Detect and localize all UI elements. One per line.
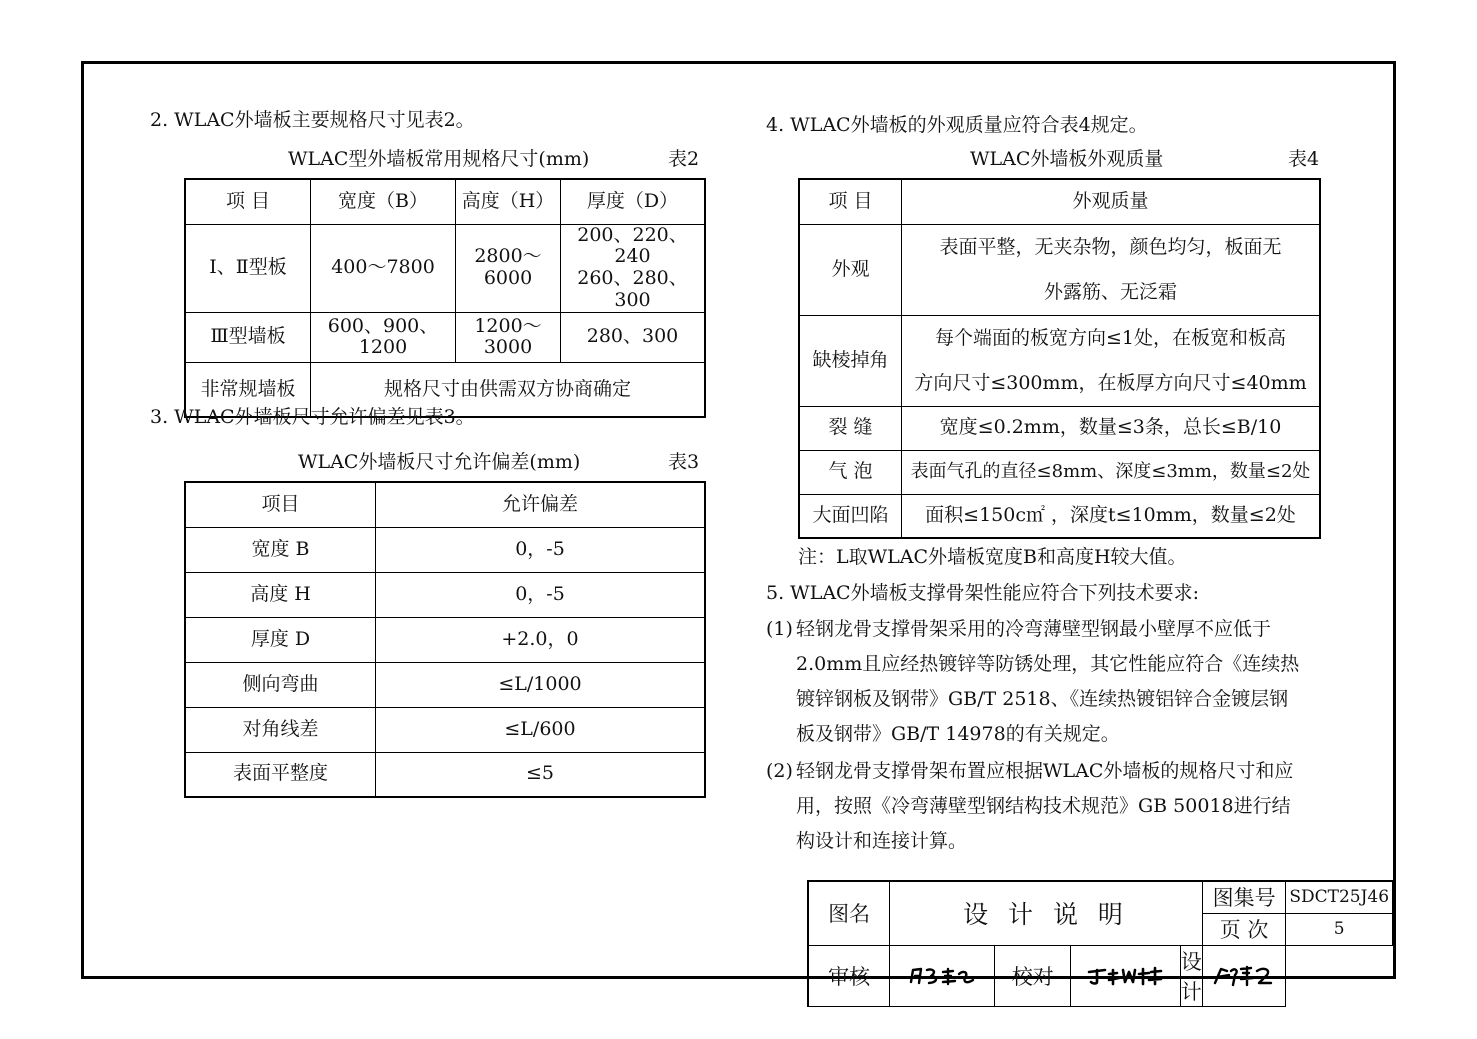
table2-header-item: 项 目 xyxy=(185,179,311,224)
table2-header-width: 宽度（B） xyxy=(311,179,456,224)
review-label: 审核 xyxy=(808,945,890,1006)
table2-cell: 600、900、1200 xyxy=(311,312,456,362)
table2-cell: 200、220、240 260、280、300 xyxy=(561,224,706,312)
item-1-line: 轻钢龙骨支撑骨架采用的冷弯薄壁型钢最小壁厚不应低于 xyxy=(796,618,1272,640)
atlas-value: SDCT25J46 xyxy=(1286,881,1393,913)
table2-cell: 规格尺寸由供需双方协商确定 xyxy=(311,362,706,417)
atlas-label: 图集号 xyxy=(1202,881,1286,913)
table3-header-item: 项目 xyxy=(185,482,376,527)
title-name-value: 设 计 说 明 xyxy=(890,881,1203,945)
page-value: 5 xyxy=(1286,913,1393,945)
section2-heading: 2. WLAC外墙板主要规格尺寸见表2。 xyxy=(150,109,475,131)
table3-cell: 高度 H xyxy=(185,572,376,617)
design-signature xyxy=(1202,945,1286,1006)
section5-heading: 5. WLAC外墙板支撑骨架性能应符合下列技术要求: xyxy=(766,582,1199,604)
page-label: 页 次 xyxy=(1202,913,1286,945)
table4-cell: 表面平整，无夹杂物，颜色均匀，板面无 外露筋、无泛霜 xyxy=(902,224,1321,315)
table4-cell: 每个端面的板宽方向≤1处，在板宽和板高 方向尺寸≤300mm，在板厚方向尺寸≤40mm xyxy=(902,315,1321,406)
table3-cell: 0，-5 xyxy=(376,527,706,572)
table3-cell: ≤5 xyxy=(376,752,706,797)
title-name-label: 图名 xyxy=(808,881,890,945)
table3 xyxy=(184,481,706,798)
table2-cell: 280、300 xyxy=(561,312,706,362)
table3-cell: +2.0，0 xyxy=(376,617,706,662)
review-signature xyxy=(890,945,995,1006)
table4-header-item: 项 目 xyxy=(799,179,902,224)
table4-cell: 面积≤150c㎡ ，深度t≤10mm，数量≤2处 xyxy=(902,494,1321,538)
item-2-line: 轻钢龙骨支撑骨架布置应根据WLAC外墙板的规格尺寸和应 xyxy=(796,760,1294,782)
table4-header-quality: 外观质量 xyxy=(902,179,1321,224)
table3-cell: 侧向弯曲 xyxy=(185,662,376,707)
table2-cell: 2800～6000 xyxy=(456,224,561,312)
table2-header-thickness: 厚度（D） xyxy=(561,179,706,224)
table3-number: 表3 xyxy=(668,451,700,473)
table3-header-deviation: 允许偏差 xyxy=(376,482,706,527)
table4-cell: 裂 缝 xyxy=(799,406,902,450)
table3-title: WLAC外墙板尺寸允许偏差(mm) xyxy=(298,451,581,473)
item-1-line: 镀锌钢板及钢带》GB/T 2518、《连续热镀铝锌合金镀层钢 xyxy=(796,688,1289,710)
table3-cell: 厚度 D xyxy=(185,617,376,662)
section5-item-1 xyxy=(766,612,1346,752)
table2-number: 表2 xyxy=(668,148,700,170)
table4-title: WLAC外墙板外观质量 xyxy=(970,148,1164,170)
table3-cell: 0，-5 xyxy=(376,572,706,617)
review-signature-image xyxy=(907,964,977,988)
table2-cell: Ⅲ型墙板 xyxy=(185,312,311,362)
item-1-line: 2.0mm且应经热镀锌等防锈处理，其它性能应符合《连续热 xyxy=(796,653,1300,675)
table2-cell: 400～7800 xyxy=(311,224,456,312)
table3-cell: 表面平整度 xyxy=(185,752,376,797)
section5-item-2 xyxy=(766,754,1346,859)
item-1-label: (1) xyxy=(766,618,793,640)
check-signature xyxy=(1071,945,1181,1006)
table2-title: WLAC型外墙板常用规格尺寸(mm) xyxy=(288,148,590,170)
item-2-line: 构设计和连接计算。 xyxy=(796,830,968,852)
table4 xyxy=(798,178,1321,539)
table4-cell: 外观 xyxy=(799,224,902,315)
table4-number: 表4 xyxy=(1288,148,1320,170)
item-1-line: 板及钢带》GB/T 14978的有关规定。 xyxy=(796,723,1120,745)
design-signature-image xyxy=(1211,963,1277,989)
table3-cell: ≤L/1000 xyxy=(376,662,706,707)
table2-header-height: 高度（H） xyxy=(456,179,561,224)
table2-cell: 非常规墙板 xyxy=(185,362,311,417)
table2-cell: 1200～3000 xyxy=(456,312,561,362)
table4-cell: 宽度≤0.2mm，数量≤3条，总长≤B/10 xyxy=(902,406,1321,450)
check-label: 校对 xyxy=(995,945,1071,1006)
table3-cell: ≤L/600 xyxy=(376,707,706,752)
table3-cell: 宽度 B xyxy=(185,527,376,572)
item-2-label: (2) xyxy=(766,760,793,782)
design-label: 设 计 xyxy=(1180,945,1202,1006)
section3-heading: 3. WLAC外墙板尺寸允许偏差见表3。 xyxy=(150,406,475,428)
table2 xyxy=(184,178,706,418)
section4-heading: 4. WLAC外墙板的外观质量应符合表4规定。 xyxy=(766,114,1148,136)
check-signature-image xyxy=(1085,964,1165,988)
table4-cell: 气 泡 xyxy=(799,450,902,494)
table4-cell: 表面气孔的直径≤8mm、深度≤3mm，数量≤2处 xyxy=(902,450,1321,494)
table4-cell: 缺棱掉角 xyxy=(799,315,902,406)
title-block xyxy=(807,880,1393,1007)
table3-cell: 对角线差 xyxy=(185,707,376,752)
table4-note: 注：L取WLAC外墙板宽度B和高度H较大值。 xyxy=(798,546,1187,568)
table2-cell: Ⅰ、Ⅱ型板 xyxy=(185,224,311,312)
item-2-line: 用，按照《冷弯薄壁型钢结构技术规范》GB 50018进行结 xyxy=(796,795,1291,817)
table4-cell: 大面凹陷 xyxy=(799,494,902,538)
